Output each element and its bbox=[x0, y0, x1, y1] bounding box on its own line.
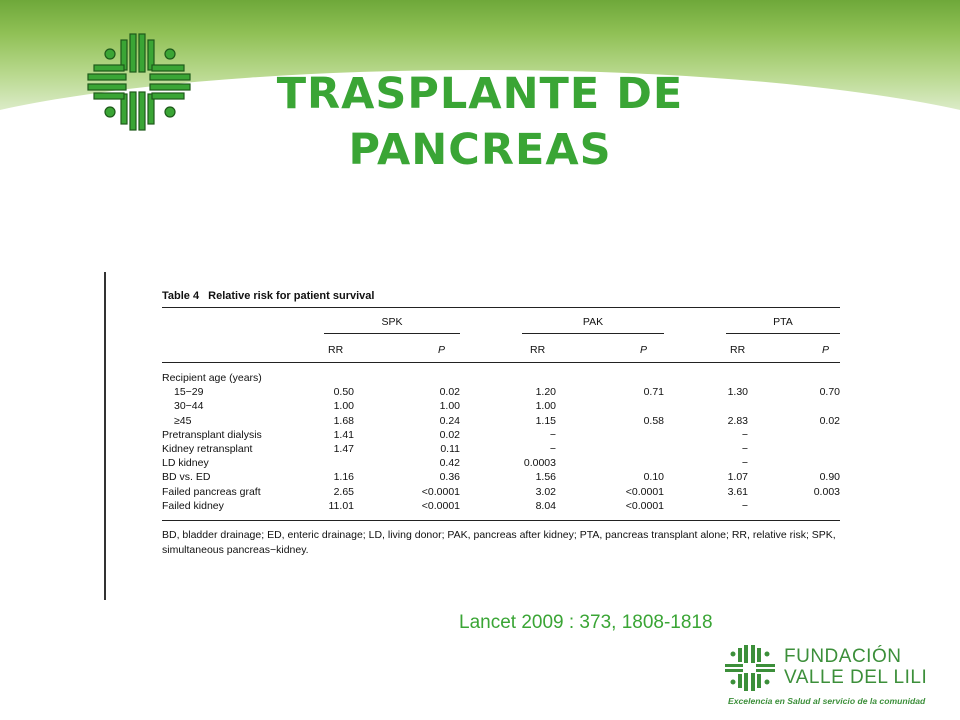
table-cell: 1.00 bbox=[333, 400, 354, 413]
row-label: 30−44 bbox=[174, 400, 204, 413]
table-cell: 1.16 bbox=[333, 471, 354, 484]
subheader-pak-rr: RR bbox=[530, 344, 546, 356]
table-cell: 11.01 bbox=[328, 499, 354, 512]
table-cell: − bbox=[549, 428, 556, 441]
table-cell: − bbox=[549, 443, 556, 455]
row-label: Pretransplant dialysis bbox=[162, 428, 262, 441]
table-cell: 0.02 bbox=[819, 414, 840, 427]
brand-logo bbox=[724, 644, 954, 710]
table-cell: 1.07 bbox=[727, 471, 748, 484]
slide-title-line2: PANCREAS bbox=[348, 125, 612, 175]
table-cell: − bbox=[741, 428, 748, 441]
cross-logo-icon bbox=[86, 32, 194, 132]
table-cell: − bbox=[741, 499, 748, 512]
table-cell: <0.0001 bbox=[421, 499, 460, 512]
brand-name-line1: FUNDACIÓN bbox=[784, 646, 902, 667]
slide-title bbox=[230, 66, 730, 178]
table-cell: <0.0001 bbox=[625, 499, 664, 512]
table-cell: 3.02 bbox=[535, 485, 556, 498]
row-label: Kidney retransplant bbox=[162, 443, 253, 455]
table-bottom-rule bbox=[162, 520, 840, 521]
brand-name-line2: VALLE DEL LILI bbox=[784, 667, 928, 688]
brand-tagline: Excelencia en Salud al servicio de la comunidad bbox=[728, 696, 926, 706]
table-cell: 0.11 bbox=[440, 443, 460, 455]
table-cell: 0.003 bbox=[813, 485, 840, 498]
table-cell: 2.83 bbox=[727, 414, 748, 427]
table-cell: 1.41 bbox=[333, 428, 354, 441]
table-cell: 8.04 bbox=[535, 499, 556, 512]
table-footnote: BD, bladder drainage; ED, enteric drainage; LD, living donor; PAK, pancreas after kidney; PTA, pancreas transplant alone; RR, relative risk; SPK, simultaneous pancreas−kidney. bbox=[162, 529, 836, 556]
row-label: 15−29 bbox=[174, 386, 204, 399]
brand-cross-icon bbox=[724, 644, 776, 692]
table-cell: 0.70 bbox=[819, 386, 840, 399]
subheader-spk-rr: RR bbox=[328, 344, 344, 356]
table-cell: 0.24 bbox=[439, 414, 460, 427]
row-label: Recipient age (years) bbox=[162, 372, 262, 384]
table-cell: 1.68 bbox=[333, 414, 354, 427]
table-cell: − bbox=[741, 457, 748, 470]
table-cell: 0.36 bbox=[439, 471, 460, 484]
row-label: Failed kidney bbox=[162, 499, 224, 512]
table-cell: 0.0003 bbox=[523, 457, 556, 470]
table-cell: 0.58 bbox=[643, 414, 664, 427]
row-label: BD vs. ED bbox=[162, 471, 211, 484]
table-cell: 0.10 bbox=[643, 471, 664, 484]
group-rule-spk bbox=[324, 333, 460, 334]
group-header-pak: PAK bbox=[582, 316, 604, 328]
table-cell: 1.00 bbox=[535, 400, 556, 413]
table-cell: 0.90 bbox=[819, 471, 840, 484]
table-cell: 1.56 bbox=[535, 471, 556, 484]
table-cell: 0.02 bbox=[439, 428, 460, 441]
table-cell: <0.0001 bbox=[421, 485, 460, 498]
table-cell: 1.00 bbox=[439, 400, 460, 413]
group-rule-pta bbox=[726, 333, 840, 334]
table-cell: 0.42 bbox=[439, 457, 460, 470]
subheader-pta-p: P bbox=[822, 344, 830, 356]
row-label: ≥45 bbox=[174, 414, 192, 427]
subheader-pta-rr: RR bbox=[730, 344, 746, 356]
table-cell: 0.50 bbox=[333, 386, 354, 399]
table-caption bbox=[162, 290, 374, 302]
table-cell: 3.61 bbox=[727, 485, 748, 498]
slide-title-line1: TRASPLANTE DE bbox=[276, 69, 684, 119]
table-cell: 2.65 bbox=[333, 485, 354, 498]
table-cell: 1.47 bbox=[333, 443, 354, 455]
table-caption-number: Table 4 bbox=[162, 290, 200, 302]
table-caption-text: Relative risk for patient survival bbox=[208, 290, 375, 302]
table-cell: <0.0001 bbox=[625, 485, 664, 498]
table-left-rule bbox=[104, 272, 106, 600]
table-cell: 1.20 bbox=[535, 386, 556, 399]
group-rule-pak bbox=[522, 333, 664, 334]
group-header-spk: SPK bbox=[381, 316, 403, 328]
row-label: LD kidney bbox=[162, 457, 209, 470]
brand-name bbox=[784, 646, 927, 688]
table-top-rule bbox=[162, 307, 840, 308]
subheader-spk-p: P bbox=[438, 344, 446, 356]
subheader-pak-p: P bbox=[640, 344, 648, 356]
table-cell: 0.71 bbox=[643, 386, 664, 399]
table-cell: − bbox=[741, 443, 748, 455]
citation-text: Lancet 2009 : 373, 1808-1818 bbox=[459, 612, 713, 633]
table-cell: 0.02 bbox=[439, 386, 460, 399]
group-header-pta: PTA bbox=[773, 316, 793, 328]
header-bottom-rule bbox=[162, 362, 840, 363]
table-cell: 1.15 bbox=[535, 414, 556, 427]
row-label: Failed pancreas graft bbox=[162, 485, 261, 498]
table-cell: 1.30 bbox=[727, 386, 748, 399]
